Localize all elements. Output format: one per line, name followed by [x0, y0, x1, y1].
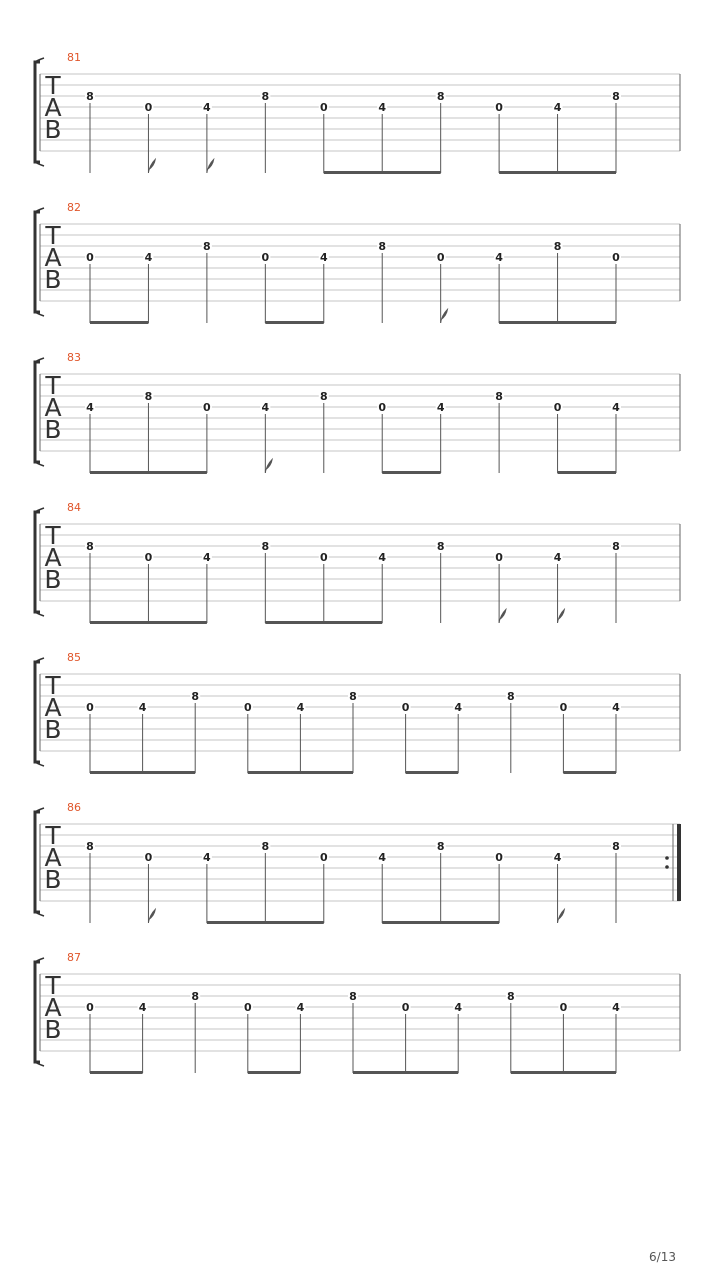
- fret-number: 4: [144, 251, 153, 264]
- fret-number: 8: [261, 540, 270, 553]
- fret-number: 0: [243, 1001, 252, 1014]
- note-beam: [248, 771, 353, 774]
- fret-number: 0: [436, 251, 445, 264]
- fret-number: 0: [319, 851, 328, 864]
- fret-number: 4: [203, 101, 211, 114]
- page-number: 6/13: [649, 1250, 676, 1264]
- tab-clef-letter: A: [44, 693, 62, 722]
- tab-clef-letter: B: [44, 1015, 62, 1044]
- repeat-dot: [665, 856, 669, 860]
- fret-number: 4: [319, 251, 328, 264]
- measure-number: 85: [67, 651, 81, 664]
- fret-number: 0: [319, 551, 328, 564]
- note-beam: [406, 771, 459, 774]
- fret-number: 0: [495, 551, 503, 564]
- tab-system: [35, 801, 681, 924]
- tab-clef-letter: A: [44, 843, 62, 872]
- tab-clef-letter: B: [44, 115, 62, 144]
- fret-number: 4: [553, 851, 562, 864]
- fret-number: 0: [319, 101, 328, 114]
- fret-number: 4: [261, 401, 270, 414]
- system-bracket: [35, 62, 40, 162]
- repeat-dot: [665, 865, 669, 869]
- tab-system: [35, 651, 680, 774]
- system-bracket: [35, 962, 40, 1062]
- measure-number: 83: [67, 351, 81, 364]
- tab-system: [35, 951, 680, 1074]
- tab-clef-letter: A: [44, 243, 62, 272]
- note-beam: [90, 1071, 143, 1074]
- fret-number: 0: [559, 701, 568, 714]
- fret-number: 0: [86, 1001, 94, 1014]
- system-bracket: [35, 812, 40, 912]
- measure-number: 81: [67, 51, 81, 64]
- fret-number: 8: [553, 240, 562, 253]
- fret-number: 0: [243, 701, 252, 714]
- fret-number: 0: [144, 101, 153, 114]
- fret-number: 4: [378, 851, 387, 864]
- system-bracket: [35, 512, 40, 612]
- fret-number: 8: [506, 990, 515, 1003]
- fret-number: 8: [495, 390, 503, 403]
- fret-number: 8: [261, 840, 270, 853]
- tab-clef-letter: A: [44, 993, 62, 1022]
- fret-number: 8: [612, 540, 620, 553]
- system-bracket: [35, 662, 40, 762]
- repeat-thick-barline: [677, 824, 681, 901]
- tab-clef-letter: T: [45, 371, 61, 400]
- tab-clef-letter: B: [44, 715, 62, 744]
- tab-clef-letter: A: [44, 393, 62, 422]
- tab-clef-letter: T: [45, 671, 61, 700]
- note-beam: [558, 471, 616, 474]
- eighth-flag: [148, 909, 155, 923]
- note-beam: [248, 1071, 301, 1074]
- tab-clef-letter: B: [44, 565, 62, 594]
- tab-clef-letter: T: [45, 221, 61, 250]
- fret-number: 0: [495, 851, 503, 864]
- eighth-flag: [499, 609, 506, 623]
- fret-number: 8: [261, 90, 270, 103]
- tab-system: [35, 51, 680, 174]
- note-beam: [90, 771, 195, 774]
- fret-number: 4: [86, 401, 94, 414]
- tab-clef-letter: T: [45, 521, 61, 550]
- fret-number: 4: [612, 1001, 620, 1014]
- fret-number: 8: [319, 390, 328, 403]
- fret-number: 4: [138, 701, 147, 714]
- note-beam: [90, 321, 148, 324]
- fret-number: 4: [378, 101, 387, 114]
- measure-number: 82: [67, 201, 81, 214]
- fret-number: 4: [378, 551, 387, 564]
- note-beam: [324, 171, 441, 174]
- tab-system: [35, 501, 680, 624]
- tab-clef-letter: A: [44, 543, 62, 572]
- fret-number: 4: [203, 851, 211, 864]
- measure-number: 84: [67, 501, 81, 514]
- fret-number: 0: [553, 401, 562, 414]
- fret-number: 4: [612, 401, 620, 414]
- fret-number: 8: [506, 690, 515, 703]
- note-beam: [265, 621, 382, 624]
- note-beam: [382, 471, 440, 474]
- eighth-flag: [558, 909, 565, 923]
- fret-number: 8: [144, 390, 153, 403]
- eighth-flag: [441, 309, 448, 323]
- fret-number: 4: [296, 701, 305, 714]
- fret-number: 4: [138, 1001, 147, 1014]
- measure-number: 86: [67, 801, 81, 814]
- fret-number: 4: [296, 1001, 305, 1014]
- fret-number: 0: [261, 251, 270, 264]
- fret-number: 8: [86, 840, 94, 853]
- tab-system: [35, 351, 680, 474]
- note-beam: [499, 171, 616, 174]
- fret-number: 8: [378, 240, 387, 253]
- fret-number: 8: [191, 990, 200, 1003]
- fret-number: 4: [203, 551, 211, 564]
- fret-number: 4: [454, 1001, 463, 1014]
- tab-clef-letter: T: [45, 71, 61, 100]
- system-bracket: [35, 362, 40, 462]
- fret-number: 0: [401, 701, 410, 714]
- note-beam: [265, 321, 323, 324]
- note-beam: [90, 471, 207, 474]
- note-beam: [207, 921, 324, 924]
- note-beam: [511, 1071, 616, 1074]
- note-beam: [499, 321, 616, 324]
- fret-number: 8: [349, 990, 357, 1003]
- fret-number: 0: [86, 701, 94, 714]
- fret-number: 0: [378, 401, 387, 414]
- fret-number: 8: [349, 690, 357, 703]
- fret-number: 4: [612, 701, 620, 714]
- tab-clef-letter: T: [45, 971, 61, 1000]
- fret-number: 8: [203, 240, 211, 253]
- fret-number: 8: [191, 690, 200, 703]
- note-beam: [563, 771, 616, 774]
- note-beam: [353, 1071, 458, 1074]
- fret-number: 8: [612, 840, 620, 853]
- fret-number: 4: [454, 701, 463, 714]
- note-beam: [90, 621, 207, 624]
- fret-number: 0: [144, 851, 153, 864]
- fret-number: 4: [553, 101, 562, 114]
- eighth-flag: [265, 459, 272, 473]
- fret-number: 8: [436, 90, 445, 103]
- fret-number: 8: [436, 540, 445, 553]
- tab-clef-letter: B: [44, 865, 62, 894]
- measure-number: 87: [67, 951, 81, 964]
- tab-clef-letter: T: [45, 821, 61, 850]
- eighth-flag: [148, 159, 155, 173]
- note-beam: [382, 921, 499, 924]
- tab-clef-letter: B: [44, 265, 62, 294]
- fret-number: 0: [401, 1001, 410, 1014]
- eighth-flag: [207, 159, 214, 173]
- fret-number: 0: [559, 1001, 568, 1014]
- fret-number: 8: [436, 840, 445, 853]
- fret-number: 0: [144, 551, 153, 564]
- tab-system: [35, 201, 680, 324]
- fret-number: 4: [436, 401, 445, 414]
- fret-number: 0: [86, 251, 94, 264]
- fret-number: 0: [612, 251, 620, 264]
- fret-number: 8: [86, 540, 94, 553]
- fret-number: 8: [612, 90, 620, 103]
- fret-number: 4: [495, 251, 503, 264]
- system-bracket: [35, 212, 40, 312]
- tab-clef-letter: B: [44, 415, 62, 444]
- eighth-flag: [558, 609, 565, 623]
- fret-number: 0: [495, 101, 503, 114]
- tab-clef-letter: A: [44, 93, 62, 122]
- fret-number: 4: [553, 551, 562, 564]
- fret-number: 0: [203, 401, 211, 414]
- fret-number: 8: [86, 90, 94, 103]
